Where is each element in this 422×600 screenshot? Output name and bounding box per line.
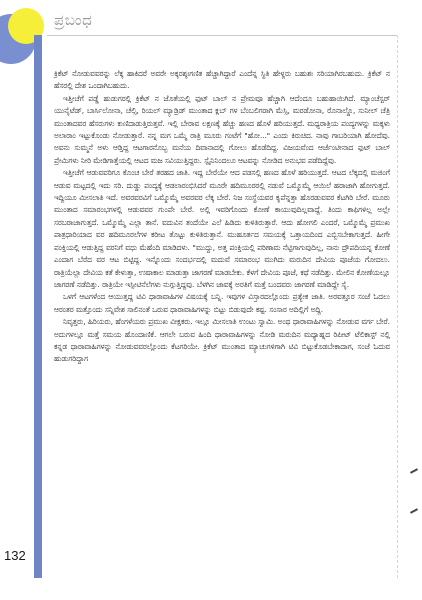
edge-mark (410, 508, 418, 514)
paragraph-1: ಕ್ರಿಕೆಟ್ ನೋಡುವವರನ್ನು ಲೆಕ್ಕ ಹಾಕಿದರೆ ಅವರೇ ಅಕ್ಕರಶ್ಶಃಗಣಿತ ಹೆಚ್ಚಾಗಿದ್ದಾರೆ ಎಂದೆನ್ನ ಸ್ಥಿತಿ ಹೇಳ್ದರು ಬಹುಶಃ ಸರಿಯಾಗಿರಬಹುದು. ಕ್ರಿಕೆಟ್ ನ ಹೆಸರಲ್ಲಿ ದೇಶ ಒಂದಾಗಿಬಹುದು. (54, 69, 390, 91)
edge-mark (410, 468, 418, 474)
page-number: 132 (4, 548, 26, 563)
paragraph-2: ಇತ್ತೀಚೆಗೆ ಪಡ್ಡೆ ಹುಡುಗರಲ್ಲಿ ಕ್ರಿಕೆಟ್ ನ ಜೊತೆಯಲ್ಲಿ ಫುಟ್ ಬಾಲ್ ನ ಪ್ರೇಮವೂ ಹೆಚ್ಚಾಗಿ ಆದೆಂದೂ ಬಹುಹಾಯಿಗಿದೆ. ಮ್ಯಾಂಚೆಸ್ಟರ್ ಯುನೈಟೆಡ್, ಬಾರ್ಸಿಲೋನಾ, ಚೆಲ್ಸಿ, ರಿಯಲ್ ಮ್ಯಾಡ್ರಿಡ್ ಮುಂತಾದ ಕ್ಲಬ್ ಗಳ ಬೆಂಬಲಿಗರಾಗಿ ಮೆಸ್ಸಿ, ಮರಡೋನಾ, ರೊನಾಲ್ಡೊ, ಸುನೀಲ್ ಚೆತ್ರಿ ಮುಂತಾದವರ ಹೆಸರುಗಳು ಕುಣಿದಾಡುತ್ತಿರುತ್ತವೆ. ಇಲ್ಲಿ ಬೇರಾವ ಲಕ್ಷಣಕ್ಕೆ ಹೆಚ್ಚು ಹಣದ ಹೊಳೆ ಹರಿಯುತ್ತದೆ. ಮಧ್ಯರಾತ್ರಿಯ ಪಂದ್ಯಗಳನ್ನು ಮಕ್ಕಳು ಅಲಾರಾಂ ಇಟ್ಟುಕೊಂಡು ನೋಡುತ್ತಾರೆ. ನನ್ನ ಮಗ ಒಮ್ಮೆ ರಾತ್ರಿ ಮೂರು ಗಂಟೆಗೆ "ಹೋ..." ಎಂದು ಕಿರುಚಿದ. ನಾವು ಗಾಬರಿಯಾಗಿ ಹೋದೆವು. ಅವನು ಸುಮ್ಮನೆ ಅಳು ಆಡ್ತಿದ್ದ ಆಟಗಾರನೊಬ್ಬ ಮನೆಯ ದಿವಾನಾದಲ್ಲಿ ಗೋಲು ಹೊಡೆದಿದ್ದ. ವಿಜಯವೆಂದ ಆರ್ಜೆಂಟೀನಾದ ಫುಟ್ ಬಾಲ್ ಪ್ರೇಮಿಗಳು ನೀರಿ ಮೇಡಿಗಾತ್ತೆಯಲ್ಲಿ ಆಟದ ಮಜ ಸವಿಯುತ್ತಿದ್ದರು. ಸ್ಪೈನಿನಿಂದಲೂ ಆಟವನ್ನು ನೋಡಿದ ಅನುಭವ ಪಡೆದಿದ್ದೆವು. (54, 93, 390, 165)
header-rule (47, 35, 397, 36)
margin-sidebar (34, 35, 42, 578)
paragraph-4: ಒಳಗೆ ಆಟಗಳೆಂದ ಆಯುತ್ತದ್ದ ಟಿವಿ ಧಾರಾವಾಹಿಗಳ ವಿಷಯಕ್ಕೆ ಬನ್ನಿ. ಇವುಗಳ ವಿಸ್ತಾರದಲ್ಲೊಂದು ಪ್ರತ್ಯೇಕ ಜಾತಿ. ಅರವತ್ತೂರ ಸಂಜೆ ಓದಲು ಆರಂತರ ಮತ್ತೊಂದು ಸನ್ನಿವೇಶ ಸಾಲಿನಂತೆ ಒರುವ ಧಾರಾವಾಹಿಗಳನ್ನು ಬಿಟ್ಟು ಬಿಡುವುದೇ ಕಷ್ಟ. ಸಂಸಾರ ಅದಿಲ್ಲಿಗೆ ಅದ್ದಿ. (54, 292, 390, 314)
page-border (397, 35, 398, 578)
essay-body (54, 68, 390, 366)
paragraph-3: ಇತ್ತೀಚೆಗೆ ಆಡುವವರಿಗೂ ಕೊಂಚ ಬೇರೆ ತರಹದ ಜಾತಿ. ಇದ್ದ ಬೇರೆಯೇ ಆದ ಪಡಸಲ್ಲಿ ಹಣದ ಹೊಳೆ ಹರಿಯುತ್ತದೆ. ಆಟದ ಲೆಕ್ಕದಲ್ಲಿ ಮಜಿಂಗೆ ಆಡುವ ಮಟ್ಟದಲ್ಲಿ ಇದು ಸರಿ. ದುಡ್ಡು ಪಂದ್ಯಕ್ಕೆ ಆಡಲಾರಂಭಿಸಿದರೆ ಮೂರೇ ಹದಿಮೂರರಲ್ಲಿ ನಡುವೆ ಒಮ್ಮೊಮ್ಮೆ ಆಯಿಲೆ ಹರಾಜಾಗಿ ಹೋಗುತ್ತದೆ. ಇದ್ದಿಯೂ ಮೀಸಲಾತಿ ಇದೆ. ಅವರವರವಿಗೆ ಒಮ್ಮೊಮ್ಮೆ ಅವರವರ ಲೆಕ್ಕ ಬೇರೆ. ನಿಜ ಸಂಸ್ಥೆಯವರ ಕೃಪೆನ್ನತ್ತಾ ಹೊರಡುವವರ ಕೆಟಗಿರಿ ಬೇರೆ. ಮೂರು ಮುಂತಾದ ಸಮಾರಂಭಗಳಲ್ಲಿ ಆಡುವವರ ಗುಂಪೇ ಬೇರೆ. ಅಲ್ಲಿ ಇವರಿಗೊಂದು ಕೋಣೆ ಕಾಯುವುದಿಲ್ಲವಾದ್ದೆ. ತಿಂದು ಕಾಫಿಗಳಿಲ್ಲ ಅಲ್ಲೇ ಸರಬರಾಜಾಗುತ್ತದೆ. ಒಮ್ಮೊಮ್ಮೆ ಎಲ್ಲಾ ತಾನೆ. ವದುವಿನ ತಂದೆಯೇ ಎಲೆ ಹಿಡಿದು ಕುಳಿತಿರುತ್ತಾರೆ. ಆದು ಹೋಗಲಿ ಎಂದರೆ, ಒಮ್ಮೊಮ್ಮೆ ಪ್ರಮುಖ ಪಾತ್ರಧಾರಿಯಾದ ವರ ಹದಿಮೂರಲೆಗಳ ಕರೀಟ ತೊಟ್ಟು ಕುಳಿತಿರುತ್ತಾನೆ. ಮುಹೂರ್ತದ ಸಮಯಕ್ಕೆ ಒತ್ತಾಯದಿಂದ ಎಬ್ಬಿಸಬೇಕಾಗುತ್ತದೆ. ಹೀಗೇ ಪಂಕ್ತಿಯಲ್ಲಿ ಆಡುತ್ತಿದ್ದ ವರನಿಗೆ ವಧು ಮೆಹೆಂದಿ ಮಾಡಿದಳು. "ಮುದ್ದು, ಅತ್ತ ಪಂಕ್ತಿಯಲ್ಲಿ ಪರಿಣಾಮ ನೆಟ್ಟಿಗಾಗುವುದಿಲ್ಲ, ನಾನು ದ್ರೌಪದಿಯನ್ನ ಕೋಣೆ ಎಂದಾಗ ಬೆರೆದ ವರ ಆಟ ಬಿಟ್ಟಿದ್ದ. ಇನ್ನೊಂದು ಸಂದರ್ಭದಲ್ಲಿ ಮದುವೆ ಸಮಾರಂಭ ಮುಗಿದು ಮರುದಿನ ದೇವಿಯ ಪೂಜೆಯ ಗೋದಲು. ರಾತ್ರಿಯೆಲ್ಲಾ ದೇವಿಯ ಕತೆ ಕೇಳುತ್ತಾ, ಉಷಾಕಾಲ ಮಾಡುತ್ತಾ ಜಾಗರಣೆ ಮಾಡಬೇಕು. ಕೆಳಗೆ ದೇವಿಯ ಪೂಜೆ, ಕಥೆ ನಡೆದಿತ್ತು. ಮೇಲಿನ ಕೋಣೆಯಲ್ಲೂ ಜಾಗರಣೆ ನಡೆದಿತ್ತು. ರಾತ್ರಿಯೇ ಇಸ್ಪೀಟಿನೆಲೆಗಳು ನುಗ್ಗುತ್ತಿದ್ದವು. ಬೆಳಗಿನ ಜಾವಕ್ಕೆ ಅರತಿಗೆ ಮತ್ತೆ ಬಂದವರು ಜಾಗರಣೆ ಮಾಡಿದ್ದೇ ಸೈ. (54, 168, 390, 289)
paragraph-5: ನಿವೃತ್ತರು, ಹಿರಿಯರು, ಹೆಂಗಳೆಯರು ಪ್ರಮುಖ ವೀಕ್ಷಕರು. ಇಲ್ಲೂ ಮೀಸಲಾತಿ ಉಂಟು ಸ್ವಾಮಿ. ಅಂಥ ಧಾರಾವಾಹಿಗಳನ್ನು ನೋಡುವ ವರ್ಗ ಬೇರೆ. ಅದುಗಳಲ್ಲೂ ಮತ್ತೆ ಸಮಯ ಹೊಂದಾಣಿಕೆ. ಆಗಲೇ ಬರುವ ಹಿಂದಿ ಧಾರಾವಾಹಿಗಳನ್ನು ನೋಡಿ ಮರುದಿನ ಮಧ್ಯಾಹ್ನದ ರಿಪೀಟ್ ಟೆಲಿಕಾಸ್ಟ್ ನಲ್ಲಿ ಕನ್ನಡ ಧಾರಾವಾಹಿಗಳನ್ನು ನೋಡುವವರಲ್ಲೊಂದು ಕೆಟಗರಿಯೇ. ಕ್ರಿಕೆಟ್ ಮುಂತಾದ ಮ್ಯಾಚುಗಳಿಗಾಗಿ ಟಿವಿ ಬಿಟ್ಟುಕೊಡಬೇಕಾದಾಗ, ಸಂಜೆ ಓದುವ ಹುಡುಗರಿದ್ದಾಗ (54, 317, 390, 364)
section-title: ಪ್ರಬಂಧ (54, 11, 93, 29)
